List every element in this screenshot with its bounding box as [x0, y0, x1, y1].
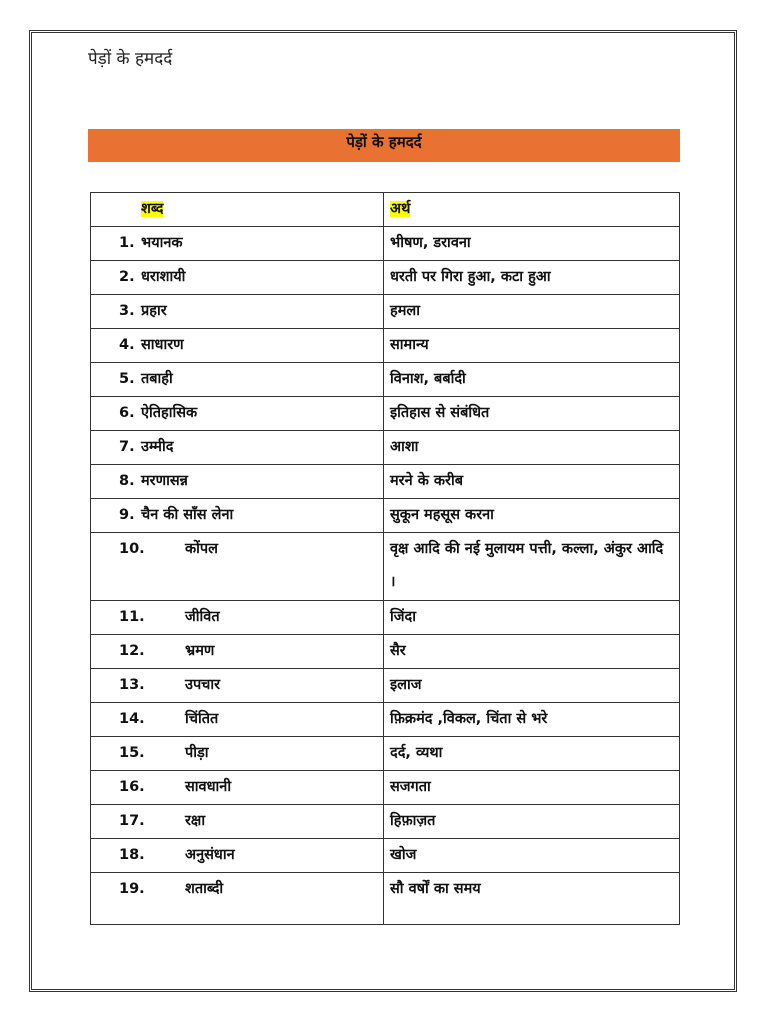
- meaning-cell: मरने के करीब: [384, 465, 680, 499]
- meaning-cell: हिफ़ाज़त: [384, 805, 680, 839]
- row-number: 2.: [119, 269, 135, 285]
- word-cell: [91, 703, 384, 737]
- page-header: पेड़ों के हमदर्द: [88, 49, 173, 69]
- vocabulary-table: [90, 192, 680, 925]
- word-text: उम्मीद: [141, 439, 174, 455]
- word-text: धराशायी: [141, 269, 186, 285]
- word-text: सावधानी: [185, 779, 232, 795]
- word-cell: [91, 669, 384, 703]
- table-row: [91, 465, 680, 499]
- header-word: शब्द: [141, 201, 164, 217]
- word-text: अनुसंधान: [185, 847, 235, 863]
- meaning-cell: इलाज: [384, 669, 680, 703]
- word-cell: [91, 499, 384, 533]
- row-number: 16.: [119, 779, 145, 795]
- table-row: [91, 737, 680, 771]
- word-text: तबाही: [141, 371, 173, 387]
- row-number: 18.: [119, 847, 145, 863]
- word-text: चैन की साँस लेना: [141, 507, 234, 523]
- table-row: [91, 635, 680, 669]
- table-row: [91, 295, 680, 329]
- word-text: रक्षा: [185, 813, 206, 829]
- meaning-cell: जिंदा: [384, 601, 680, 635]
- meaning-cell: दर्द, व्यथा: [384, 737, 680, 771]
- table-row: [91, 669, 680, 703]
- row-number: 14.: [119, 711, 145, 727]
- title-banner: [88, 129, 680, 162]
- header-word-cell: [91, 193, 384, 227]
- table-row: [91, 363, 680, 397]
- meaning-cell: सजगता: [384, 771, 680, 805]
- word-text: भयानक: [141, 235, 183, 251]
- word-cell: [91, 261, 384, 295]
- word-text: प्रहार: [141, 303, 167, 319]
- word-cell: [91, 737, 384, 771]
- word-cell: [91, 465, 384, 499]
- header-meaning-cell: [384, 193, 680, 227]
- meaning-cell: इतिहास से संबंधित: [384, 397, 680, 431]
- word-cell: [91, 771, 384, 805]
- word-cell: [91, 533, 384, 601]
- word-text: साधारण: [141, 337, 184, 353]
- word-text: चिंतित: [185, 711, 219, 727]
- row-number: 9.: [119, 507, 135, 523]
- table-header-row: [91, 193, 680, 227]
- word-text: कोंपल: [185, 541, 218, 557]
- table-row: [91, 873, 680, 925]
- word-cell: [91, 363, 384, 397]
- table-row: [91, 329, 680, 363]
- word-text: पीड़ा: [185, 745, 209, 761]
- word-cell: [91, 805, 384, 839]
- row-number: 6.: [119, 405, 135, 421]
- row-number: 5.: [119, 371, 135, 387]
- header-meaning: अर्थ: [390, 201, 411, 217]
- word-text: भ्रमण: [185, 643, 215, 659]
- word-text: उपचार: [185, 677, 221, 693]
- row-number: 7.: [119, 439, 135, 455]
- meaning-cell: वृक्ष आदि की नई मुलायम पत्ती, कल्ला, अंकुर आदि ।: [384, 533, 680, 601]
- word-text: शताब्दी: [185, 881, 224, 897]
- table-row: [91, 431, 680, 465]
- row-number: 13.: [119, 677, 145, 693]
- meaning-cell: आशा: [384, 431, 680, 465]
- word-cell: [91, 839, 384, 873]
- row-number: 17.: [119, 813, 145, 829]
- meaning-cell: भीषण, डरावना: [384, 227, 680, 261]
- meaning-cell: सुकून महसूस करना: [384, 499, 680, 533]
- table-row: [91, 601, 680, 635]
- word-cell: [91, 329, 384, 363]
- table-row: [91, 771, 680, 805]
- row-number: 4.: [119, 337, 135, 353]
- row-number: 8.: [119, 473, 135, 489]
- row-number: 15.: [119, 745, 145, 761]
- table-row: [91, 805, 680, 839]
- meaning-cell: सैर: [384, 635, 680, 669]
- table-row: [91, 839, 680, 873]
- word-text: मरणासन्न: [141, 473, 188, 489]
- row-number: 11.: [119, 609, 145, 625]
- meaning-cell: हमला: [384, 295, 680, 329]
- banner-title: पेड़ों के हमदर्द: [346, 133, 422, 151]
- table-row: [91, 397, 680, 431]
- meaning-cell: सामान्य: [384, 329, 680, 363]
- table-row: [91, 227, 680, 261]
- word-text: जीवित: [185, 609, 220, 625]
- word-cell: [91, 873, 384, 925]
- table-row: [91, 533, 680, 601]
- row-number: 19.: [119, 881, 145, 897]
- word-cell: [91, 227, 384, 261]
- table-row: [91, 499, 680, 533]
- word-cell: [91, 601, 384, 635]
- meaning-cell: सौ वर्षों का समय: [384, 873, 680, 925]
- word-cell: [91, 635, 384, 669]
- row-number: 10.: [119, 541, 145, 557]
- meaning-cell: विनाश, बर्बादी: [384, 363, 680, 397]
- row-number: 1.: [119, 235, 135, 251]
- table-row: [91, 261, 680, 295]
- word-cell: [91, 397, 384, 431]
- row-number: 12.: [119, 643, 145, 659]
- meaning-cell: खोज: [384, 839, 680, 873]
- meaning-cell: फ़िक्रमंद ,विकल, चिंता से भरे: [384, 703, 680, 737]
- word-cell: [91, 295, 384, 329]
- word-cell: [91, 431, 384, 465]
- meaning-cell: धरती पर गिरा हुआ, कटा हुआ: [384, 261, 680, 295]
- row-number: 3.: [119, 303, 135, 319]
- word-text: ऐतिहासिक: [141, 405, 198, 421]
- table-row: [91, 703, 680, 737]
